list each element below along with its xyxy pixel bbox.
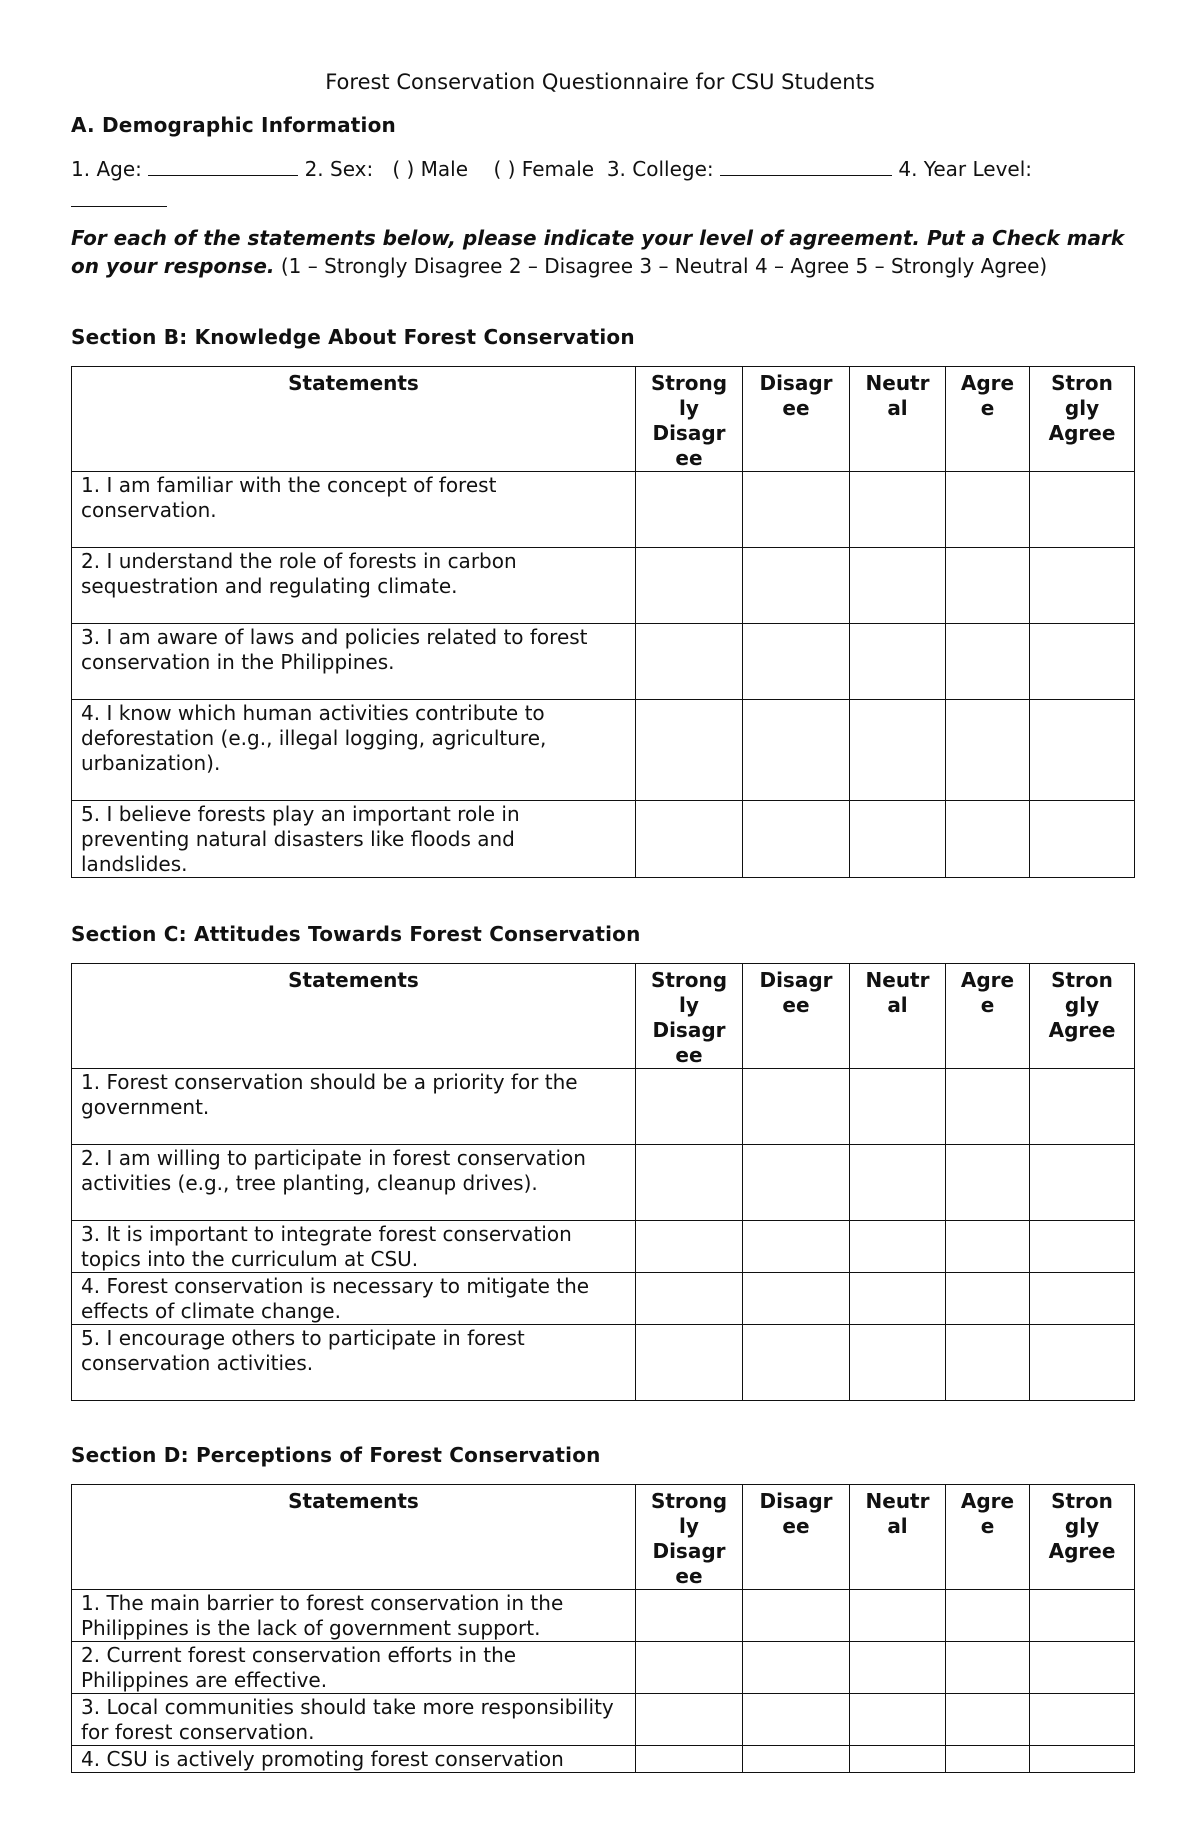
instructions-emphasis: For each of the statements below, please indicate your level of agreement. Put a Check mark on your response. xyxy=(71,226,1125,278)
table-row xyxy=(72,1221,1135,1273)
college-label: 3. College: xyxy=(606,157,714,181)
response-cell-disagree[interactable] xyxy=(743,624,850,700)
table-row xyxy=(72,801,1135,878)
table-row xyxy=(72,1590,1135,1642)
response-cell-neutral[interactable] xyxy=(850,801,946,878)
statement-cell: 3. I am aware of laws and policies related to forest conservation in the Philippines. xyxy=(72,624,636,700)
header-disagree: Disagr ee xyxy=(743,1485,850,1590)
response-cell-neutral[interactable] xyxy=(850,1642,946,1694)
demographic-fields xyxy=(71,157,1032,181)
response-cell-strongly-disagree[interactable] xyxy=(636,1590,743,1642)
response-cell-strongly-agree[interactable] xyxy=(1030,1145,1135,1221)
response-cell-strongly-agree[interactable] xyxy=(1030,472,1135,548)
response-cell-agree[interactable] xyxy=(946,801,1030,878)
response-cell-strongly-disagree[interactable] xyxy=(636,1145,743,1221)
response-cell-strongly-disagree[interactable] xyxy=(636,1325,743,1401)
response-cell-agree[interactable] xyxy=(946,700,1030,801)
response-cell-strongly-agree[interactable] xyxy=(1030,1590,1135,1642)
header-disagree: Disagr ee xyxy=(743,367,850,472)
header-strongly-agree: Stron gly Agree xyxy=(1030,964,1135,1069)
header-statements: Statements xyxy=(72,964,636,1069)
header-strongly-agree: Stron gly Agree xyxy=(1030,367,1135,472)
response-cell-strongly-agree[interactable] xyxy=(1030,1746,1135,1773)
table-row xyxy=(72,548,1135,624)
response-cell-neutral[interactable] xyxy=(850,1221,946,1273)
response-cell-strongly-agree[interactable] xyxy=(1030,1273,1135,1325)
response-cell-disagree[interactable] xyxy=(743,700,850,801)
response-cell-strongly-agree[interactable] xyxy=(1030,801,1135,878)
response-cell-neutral[interactable] xyxy=(850,624,946,700)
header-strongly-disagree: Strong ly Disagr ee xyxy=(636,964,743,1069)
header-agree: Agre e xyxy=(946,367,1030,472)
table-row xyxy=(72,472,1135,548)
response-cell-strongly-disagree[interactable] xyxy=(636,624,743,700)
section-d-table xyxy=(71,1484,1135,1773)
male-option[interactable]: ( ) Male xyxy=(392,157,469,181)
section-c-heading: Section C: Attitudes Towards Forest Conservation xyxy=(71,922,641,946)
statement-cell: 3. Local communities should take more responsibility for forest conservation. xyxy=(72,1694,636,1746)
table-row xyxy=(72,1069,1135,1145)
statement-cell: 1. The main barrier to forest conservation in the Philippines is the lack of government support. xyxy=(72,1590,636,1642)
table-row xyxy=(72,1694,1135,1746)
response-cell-agree[interactable] xyxy=(946,1221,1030,1273)
response-cell-neutral[interactable] xyxy=(850,472,946,548)
response-cell-agree[interactable] xyxy=(946,624,1030,700)
response-cell-disagree[interactable] xyxy=(743,1590,850,1642)
section-d-heading: Section D: Perceptions of Forest Conservation xyxy=(71,1443,601,1467)
response-cell-neutral[interactable] xyxy=(850,1590,946,1642)
response-cell-disagree[interactable] xyxy=(743,472,850,548)
response-cell-neutral[interactable] xyxy=(850,1145,946,1221)
response-cell-agree[interactable] xyxy=(946,1746,1030,1773)
female-option[interactable]: ( ) Female xyxy=(493,157,595,181)
response-cell-disagree[interactable] xyxy=(743,1642,850,1694)
year-level-blank[interactable] xyxy=(71,206,167,207)
statement-cell: 4. I know which human activities contribute to deforestation (e.g., illegal logging, agriculture, urbanization). xyxy=(72,700,636,801)
response-cell-neutral[interactable] xyxy=(850,1069,946,1145)
response-cell-agree[interactable] xyxy=(946,472,1030,548)
response-cell-neutral[interactable] xyxy=(850,1273,946,1325)
section-b-heading: Section B: Knowledge About Forest Conservation xyxy=(71,325,635,349)
statement-cell: 2. I am willing to participate in forest conservation activities (e.g., tree planting, cleanup drives). xyxy=(72,1145,636,1221)
response-cell-neutral[interactable] xyxy=(850,1325,946,1401)
response-cell-disagree[interactable] xyxy=(743,1069,850,1145)
response-cell-agree[interactable] xyxy=(946,1069,1030,1145)
response-cell-disagree[interactable] xyxy=(743,1273,850,1325)
response-cell-disagree[interactable] xyxy=(743,548,850,624)
response-cell-agree[interactable] xyxy=(946,1642,1030,1694)
response-cell-agree[interactable] xyxy=(946,548,1030,624)
response-cell-agree[interactable] xyxy=(946,1145,1030,1221)
response-cell-neutral[interactable] xyxy=(850,548,946,624)
table-row xyxy=(72,700,1135,801)
header-neutral: Neutr al xyxy=(850,1485,946,1590)
response-cell-disagree[interactable] xyxy=(743,801,850,878)
response-cell-neutral[interactable] xyxy=(850,1746,946,1773)
table-row xyxy=(72,1325,1135,1401)
statement-cell: 4. CSU is actively promoting forest conservation xyxy=(72,1746,636,1773)
section-c-table xyxy=(71,963,1135,1401)
response-cell-disagree[interactable] xyxy=(743,1145,850,1221)
age-label: 1. Age: xyxy=(71,157,142,181)
header-strongly-disagree: Strong ly Disagr ee xyxy=(636,1485,743,1590)
instructions-scale: (1 – Strongly Disagree 2 – Disagree 3 – Neutral 4 – Agree 5 – Strongly Agree) xyxy=(280,254,1048,278)
response-cell-strongly-agree[interactable] xyxy=(1030,1069,1135,1145)
response-cell-disagree[interactable] xyxy=(743,1325,850,1401)
header-neutral: Neutr al xyxy=(850,964,946,1069)
response-cell-strongly-disagree[interactable] xyxy=(636,548,743,624)
header-neutral: Neutr al xyxy=(850,367,946,472)
header-strongly-agree: Stron gly Agree xyxy=(1030,1485,1135,1590)
statement-cell: 4. Forest conservation is necessary to mitigate the effects of climate change. xyxy=(72,1273,636,1325)
response-cell-disagree[interactable] xyxy=(743,1221,850,1273)
response-cell-agree[interactable] xyxy=(946,1694,1030,1746)
response-cell-disagree[interactable] xyxy=(743,1746,850,1773)
response-cell-strongly-agree[interactable] xyxy=(1030,1642,1135,1694)
year-level-label: 4. Year Level: xyxy=(898,157,1033,181)
sex-label: 2. Sex: xyxy=(304,157,374,181)
statement-cell: 2. I understand the role of forests in carbon sequestration and regulating climate. xyxy=(72,548,636,624)
response-cell-strongly-agree[interactable] xyxy=(1030,1325,1135,1401)
response-cell-strongly-disagree[interactable] xyxy=(636,1642,743,1694)
header-statements: Statements xyxy=(72,367,636,472)
response-cell-strongly-disagree[interactable] xyxy=(636,472,743,548)
response-cell-agree[interactable] xyxy=(946,1325,1030,1401)
response-cell-strongly-agree[interactable] xyxy=(1030,1694,1135,1746)
response-cell-strongly-disagree[interactable] xyxy=(636,801,743,878)
response-cell-agree[interactable] xyxy=(946,1590,1030,1642)
table-row xyxy=(72,1746,1135,1773)
table-row xyxy=(72,1145,1135,1221)
header-row xyxy=(72,964,1135,1069)
header-strongly-disagree: Strong ly Disagr ee xyxy=(636,367,743,472)
header-agree: Agre e xyxy=(946,1485,1030,1590)
statement-cell: 5. I believe forests play an important role in preventing natural disasters like floods and landslides. xyxy=(72,801,636,878)
header-agree: Agre e xyxy=(946,964,1030,1069)
response-cell-strongly-disagree[interactable] xyxy=(636,1273,743,1325)
response-cell-strongly-agree[interactable] xyxy=(1030,1221,1135,1273)
statement-cell: 1. I am familiar with the concept of forest conservation. xyxy=(72,472,636,548)
header-statements: Statements xyxy=(72,1485,636,1590)
response-cell-strongly-disagree[interactable] xyxy=(636,700,743,801)
table-row xyxy=(72,624,1135,700)
statement-cell: 1. Forest conservation should be a priority for the government. xyxy=(72,1069,636,1145)
response-cell-strongly-agree[interactable] xyxy=(1030,624,1135,700)
document-title: Forest Conservation Questionnaire for CSU Students xyxy=(325,70,875,94)
response-cell-disagree[interactable] xyxy=(743,1694,850,1746)
statement-cell: 2. Current forest conservation efforts in the Philippines are effective. xyxy=(72,1642,636,1694)
response-cell-strongly-disagree[interactable] xyxy=(636,1221,743,1273)
response-cell-neutral[interactable] xyxy=(850,700,946,801)
response-cell-neutral[interactable] xyxy=(850,1694,946,1746)
statement-cell: 3. It is important to integrate forest conservation topics into the curriculum at CSU. xyxy=(72,1221,636,1273)
section-a-heading: A. Demographic Information xyxy=(71,113,396,137)
statement-cell: 5. I encourage others to participate in forest conservation activities. xyxy=(72,1325,636,1401)
response-cell-strongly-disagree[interactable] xyxy=(636,1694,743,1746)
table-row xyxy=(72,1273,1135,1325)
response-cell-strongly-disagree[interactable] xyxy=(636,1746,743,1773)
response-cell-strongly-agree[interactable] xyxy=(1030,548,1135,624)
table-row xyxy=(72,1642,1135,1694)
college-blank[interactable] xyxy=(720,157,892,176)
response-cell-strongly-disagree[interactable] xyxy=(636,1069,743,1145)
header-row xyxy=(72,1485,1135,1590)
age-blank[interactable] xyxy=(148,157,298,176)
header-disagree: Disagr ee xyxy=(743,964,850,1069)
response-cell-strongly-agree[interactable] xyxy=(1030,700,1135,801)
header-row xyxy=(72,367,1135,472)
instructions xyxy=(71,224,1131,280)
response-cell-agree[interactable] xyxy=(946,1273,1030,1325)
section-b-table xyxy=(71,366,1135,878)
